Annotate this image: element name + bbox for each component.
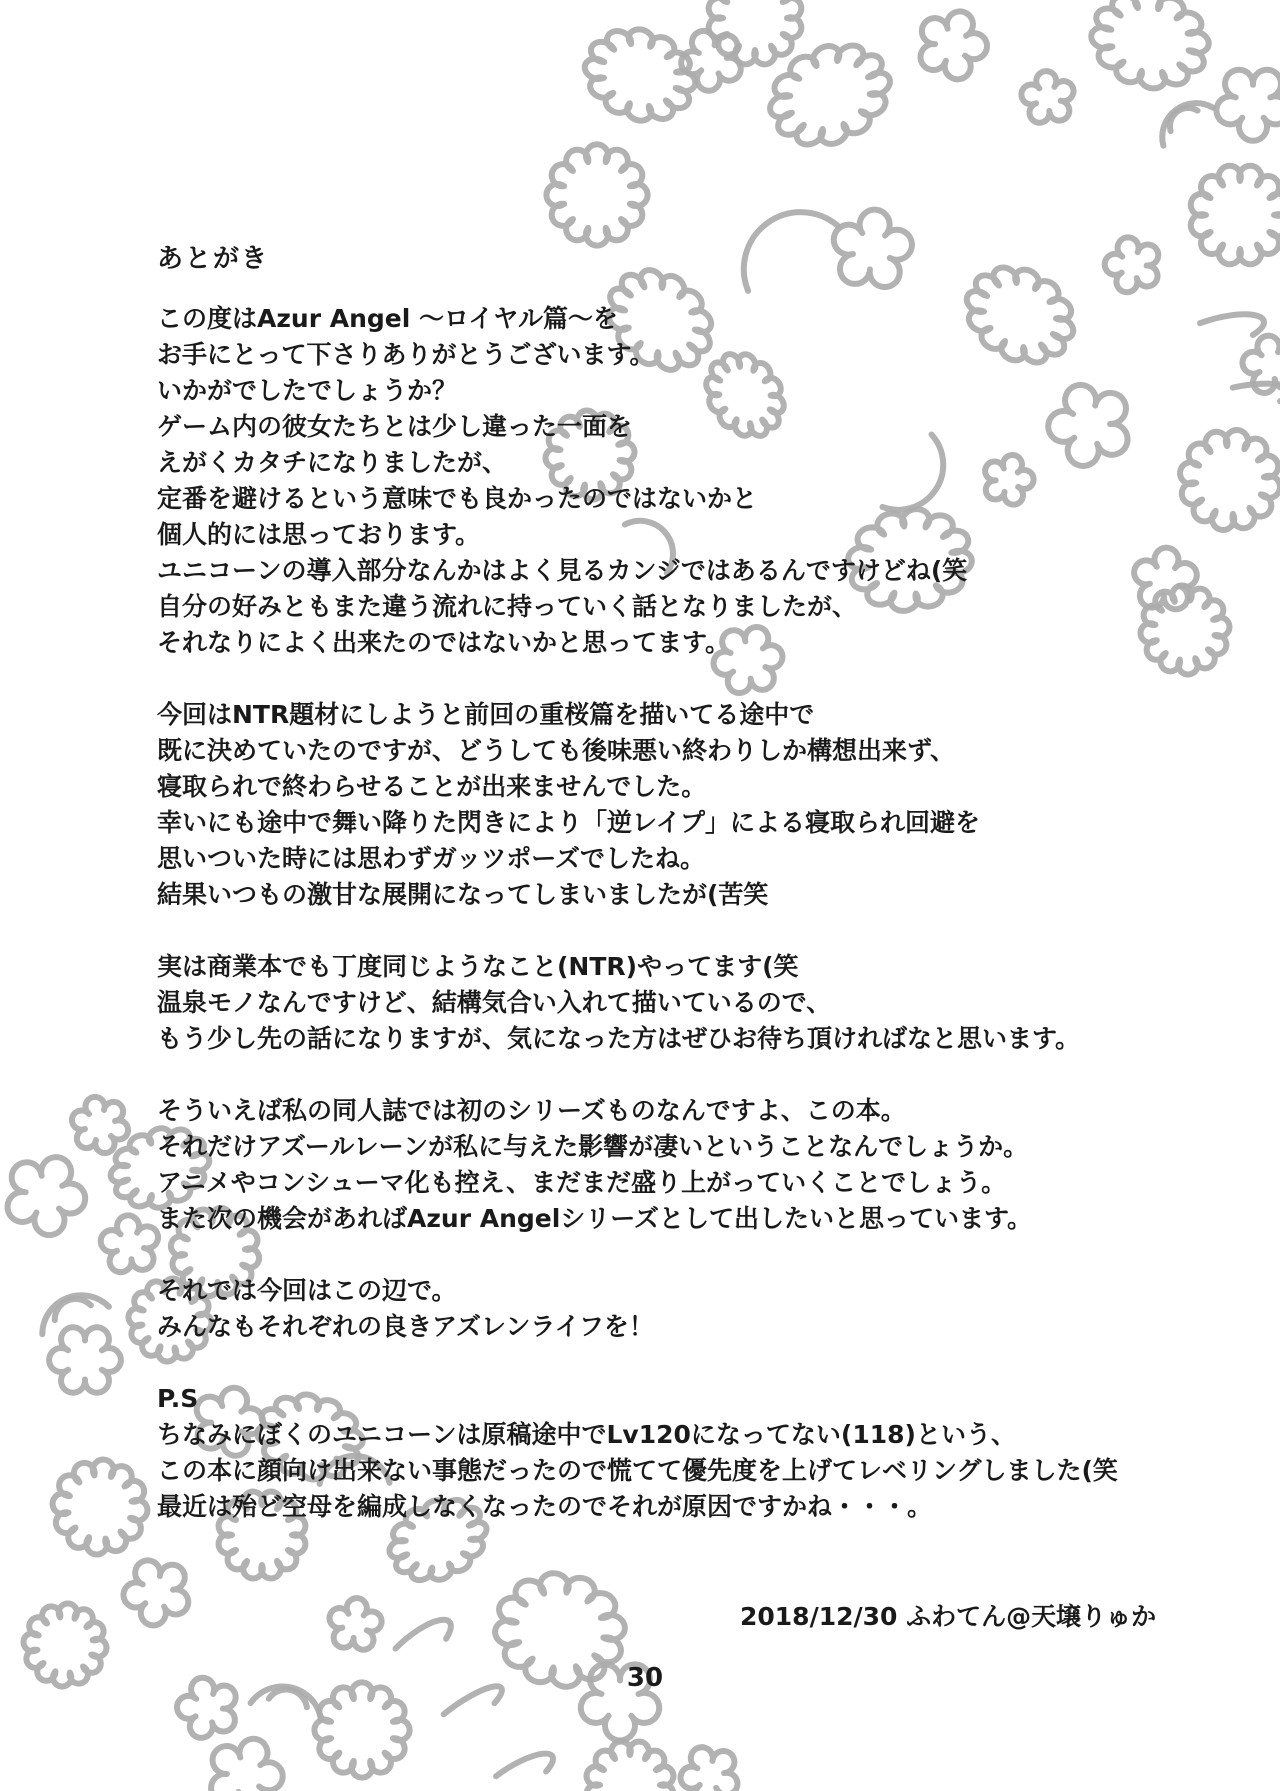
text-line: この度はAzur Angel ～ロイヤル篇～を [157, 304, 619, 333]
text-line: 最近は殆ど空母を編成しなくなったのでそれが原因ですかね・・・。 [157, 1492, 933, 1521]
text-line: ちなみにぼくのユニコーンは原稿途中でLv120になってない(118)という、 [157, 1420, 1016, 1449]
page-number: 30 [626, 1663, 664, 1693]
signature-line: 2018/12/30 ふわてん@天壌りゅか [740, 1602, 1157, 1631]
text-line: また次の機会があればAzur Angelシリーズとして出したいと思っています。 [157, 1204, 1033, 1233]
text-line: 実は商業本でも丁度同じようなこと(NTR)やってます(笑 [157, 952, 799, 981]
text-line: みんなもそれぞれの良きアズレンライフを！ [157, 1312, 654, 1341]
text-line: お手にとって下さりありがとうございます。 [157, 340, 655, 369]
text-line: もう少し先の話になりますが、気になった方はぜひお待ち頂ければなと思います。 [157, 1024, 1081, 1053]
text-line: 既に決めていたのですが、どうしても後味悪い終わりしか構想出来ず、 [157, 736, 956, 765]
text-line: 幸いにも途中で舞い降りた閃きにより「逆レイプ」による寝取られ回避を [157, 808, 981, 837]
text-line: アニメやコンシューマ化も控え、まだまだ盛り上がっていくことでしょう。 [157, 1168, 1007, 1197]
text-line: 寝取られで終わらせることが出来ませんでした。 [157, 772, 707, 801]
blank-line [157, 1237, 1118, 1273]
text-line: 今回はNTR題材にしようと前回の重桜篇を描いてる途中で [157, 700, 815, 729]
text-line: 自分の好みともまた違う流れに持っていく話となりましたが、 [157, 592, 858, 621]
text-line: この本に顔向け出来ない事態だったので慌てて優先度を上げてレベリングしました(笑 [157, 1456, 1118, 1485]
blank-line [157, 1057, 1118, 1093]
text-line: それだけアズールレーンが私に与えた影響が凄いということなんでしょうか。 [157, 1132, 1029, 1161]
text-line: 温泉モノなんですけど、結構気合い入れて描いているので、 [157, 988, 832, 1017]
text-line: P.S [157, 1384, 199, 1413]
text-line: いかがでしたでしょうか？ [157, 376, 458, 405]
text-line: 定番を避けるという意味でも良かったのではないかと [157, 484, 758, 513]
text-line: えがくカタチになりましたが、 [157, 448, 508, 477]
page-title: あとがき [157, 244, 270, 274]
blank-line [157, 661, 1118, 697]
text-line: ユニコーンの導入部分なんかはよく見るカンジではあるんですけどね(笑 [157, 556, 968, 585]
text-line: それでは今回はこの辺で。 [157, 1276, 457, 1305]
text-line: 思いついた時には思わずガッツポーズでしたね。 [157, 844, 706, 873]
text-line: ゲーム内の彼女たちとは少し違った一面を [157, 412, 633, 441]
blank-line [157, 1345, 1118, 1381]
text-line: そういえば私の同人誌では初のシリーズものなんですよ、この本。 [157, 1096, 906, 1125]
blank-line [157, 913, 1118, 949]
text-line: それなりによく出来たのではないかと思ってます。 [157, 628, 731, 657]
text-line: 結果いつもの激甘な展開になってしまいましたが(苦笑 [157, 880, 769, 909]
text-line: 個人的には思っております。 [157, 520, 481, 549]
afterword-text [157, 301, 1118, 1525]
